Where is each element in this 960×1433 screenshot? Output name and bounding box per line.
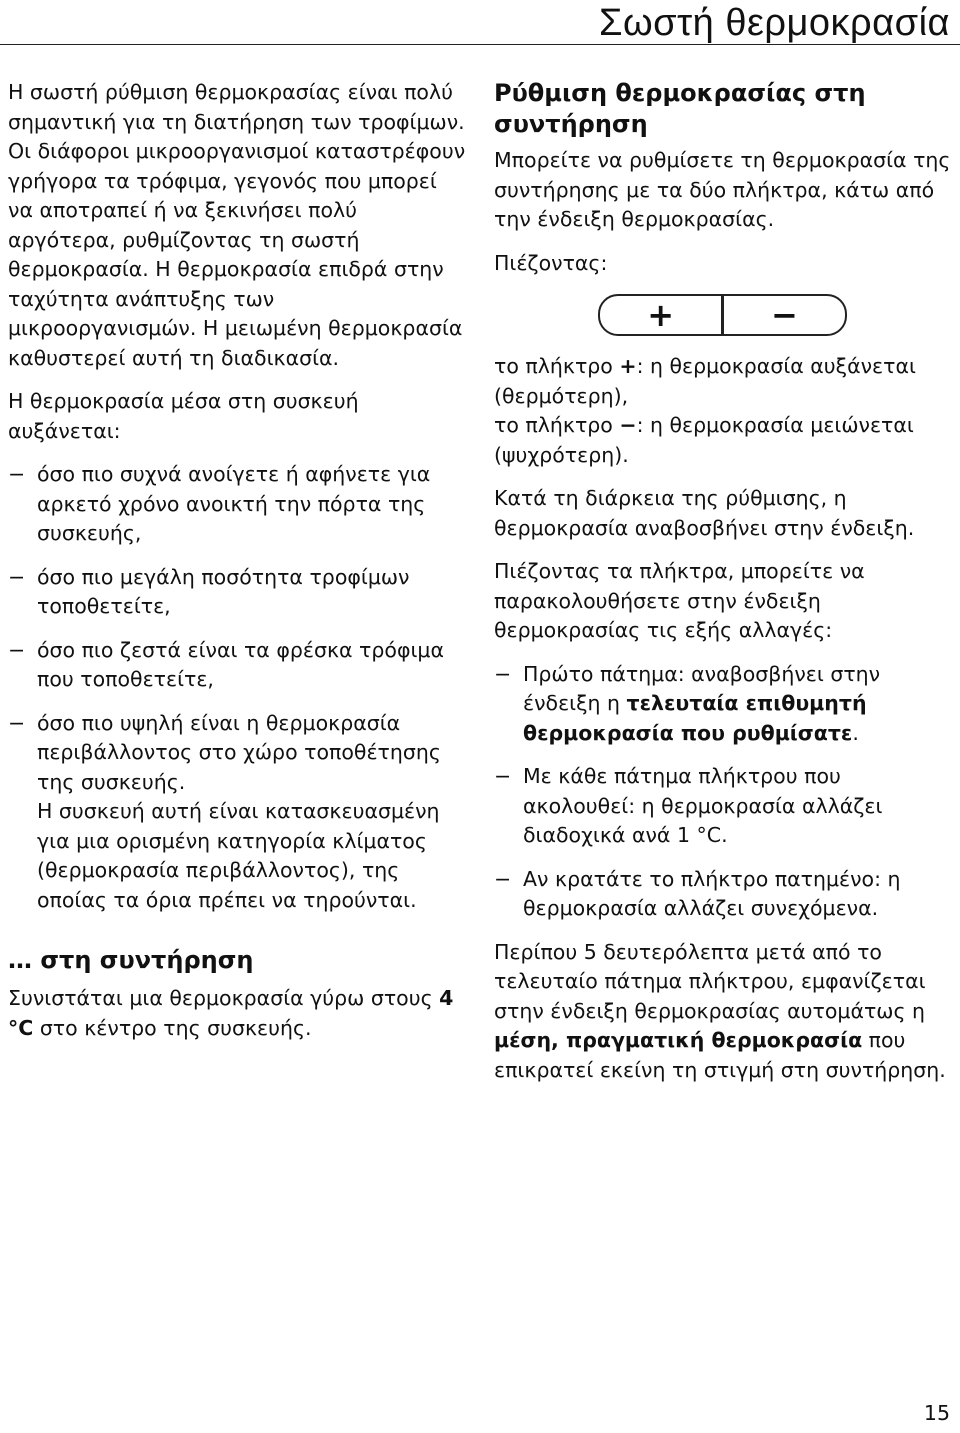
- left-column: [8, 78, 468, 1043]
- list-item: − όσο πιο υψηλή είναι η θερμοκρασία περιβάλλοντος στο χώρο τοποθέτησης της συσκευής.: [8, 709, 468, 798]
- minus-key-description: το πλήκτρο −: η θερμοκρασία μειώνεται (ψυχρότερη).: [494, 413, 914, 467]
- plus-key-illustration: +: [647, 296, 675, 334]
- setting-intro: Μπορείτε να ρυθμίσετε τη θερμοκρασία της συντήρησης με τα δύο πλήκτρα, κάτω από την ένδειξη θερμοκρασίας.: [494, 148, 951, 231]
- temperature-rise-list: [8, 460, 468, 797]
- list-item: − όσο πιο ζεστά είναι τα φρέσκα τρόφιμα που τοποθετείτε,: [8, 636, 468, 695]
- climate-class-note: Η συσκευή αυτή είναι κατασκευασμένη για μια ορισμένη κατηγορία κλίματος (θερμοκρασία περιβάλλοντος), της οποίας τα όρια πρέπει να τηρούνται.: [37, 799, 440, 912]
- rise-intro-paragraph: Η θερμοκρασία μέσα στη συσκευή αυξάνεται:: [8, 389, 359, 443]
- monitor-intro: Πιέζοντας τα πλήκτρα, μπορείτε να παρακολουθήσετε στην ένδειξη θερμοκρασίας τις εξής αλλαγές:: [494, 559, 865, 642]
- list-item: − Αν κρατάτε το πλήκτρο πατημένο: η θερμοκρασία αλλάζει συνεχόμενα.: [494, 865, 954, 924]
- list-item: − όσο πιο συχνά ανοίγετε ή αφήνετε για αρκετό χρόνο ανοικτή την πόρτα της συσκευής,: [8, 460, 468, 549]
- storage-recommendation: Συνιστάται μια θερμοκρασία γύρω στους 4 °C στο κέντρο της συσκευής.: [8, 986, 454, 1040]
- list-item: − όσο πιο μεγάλη ποσότητα τροφίμων τοποθετείτε,: [8, 563, 468, 622]
- section-heading: Ρύθμιση θερμοκρασίας στη συντήρηση: [494, 79, 866, 138]
- plus-key-description: το πλήκτρο +: η θερμοκρασία αυξάνεται (θερμότερη),: [494, 354, 916, 408]
- actual-temperature-note: Περίπου 5 δευτερόλεπτα μετά από το τελευταίο πάτημα πλήκτρου, εμφανίζεται στην ένδειξη θερμοκρασίας αυτομάτως η μέση, πραγματική θερμοκρασία που επικρατεί εκείνη τη στιγμή στη συντήρηση.: [494, 939, 946, 1082]
- recommended-temperature: 4 °C: [8, 986, 454, 1040]
- list-item: − Με κάθε πάτημα πλήκτρου που ακολουθεί: η θερμοκρασία αλλάζει διαδοχικά ανά 1 °C.: [494, 762, 954, 851]
- pressing-label: Πιέζοντας:: [494, 250, 608, 275]
- display-changes-list: [494, 660, 954, 924]
- list-item: − Πρώτο πάτημα: αναβοσβήνει στην ένδειξη η τελευταία επιθυμητή θερμοκρασία που ρυθμίσατε.: [494, 660, 954, 749]
- temperature-key-panel: [598, 294, 847, 336]
- intro-paragraph: Η σωστή ρύθμιση θερμοκρασίας είναι πολύ σημαντική για τη διατήρηση των τροφίμων. Οι διάφοροι μικροοργανισμοί καταστρέφουν γρήγορα τα τρόφιμα, γεγονός που μπορεί να αποτραπεί ή να ξεκινήσει πολύ αργότερα, ρυθμίζοντας τη σωστή θερμοκρασία. Η θερμοκρασία επιδρά στην ταχύτητα ανάπτυξης των μικροοργανισμών. Η μειωμένη θερμοκρασία καθυστερεί αυτή τη διαδικασία.: [8, 80, 466, 370]
- header-divider: [0, 44, 960, 45]
- page-header-title: Σωστή θερμοκρασία: [599, 2, 950, 44]
- minus-key-illustration: −: [770, 296, 798, 334]
- right-column: [494, 78, 954, 1085]
- storage-heading: … στη συντήρηση: [8, 946, 254, 974]
- page-number: 15: [923, 1401, 950, 1425]
- blink-note: Κατά τη διάρκεια της ρύθμισης, η θερμοκρασία αναβοσβήνει στην ένδειξη.: [494, 486, 915, 540]
